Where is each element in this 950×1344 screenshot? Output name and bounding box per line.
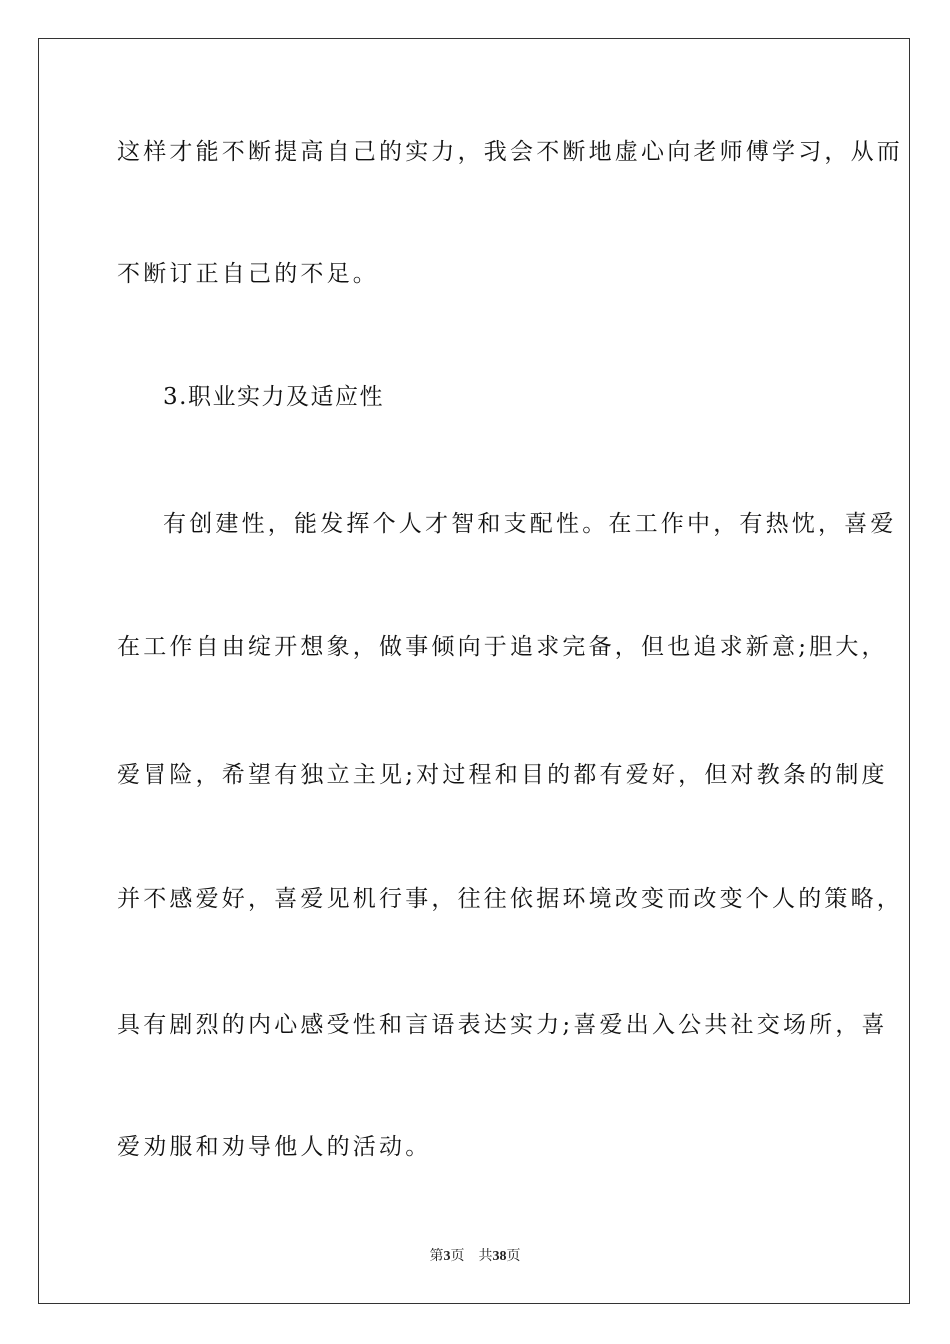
body-line-2: 不断订正自己的不足。 (117, 261, 379, 287)
body-line-1: 这样才能不断提高自己的实力，我会不断地虚心向老师傅学习，从而 (117, 139, 903, 165)
section-heading: 3.职业实力及适应性 (163, 384, 384, 410)
body-line-5: 爱冒险，希望有独立主见;对过程和目的都有爱好，但对教条的制度 (117, 762, 888, 788)
total-suffix: 页 (506, 1249, 521, 1264)
page-prefix: 第 (429, 1249, 444, 1264)
page-suffix: 页 (450, 1249, 465, 1264)
page-number: 3 (443, 1249, 451, 1264)
body-line-6: 并不感爱好，喜爱见机行事，往往依据环境改变而改变个人的策略， (117, 886, 903, 912)
body-line-8: 爱劝服和劝导他人的活动。 (117, 1134, 432, 1160)
total-prefix: 共 (478, 1249, 493, 1264)
body-line-3: 有创建性，能发挥个人才智和支配性。在工作中，有热忱，喜爱 (163, 511, 897, 537)
page-border (38, 38, 910, 1304)
body-line-4: 在工作自由绽开想象，做事倾向于追求完备，但也追求新意;胆大， (117, 634, 888, 660)
total-pages: 38 (492, 1249, 507, 1264)
body-line-7: 具有剧烈的内心感受性和言语表达实力;喜爱出入公共社交场所，喜 (117, 1012, 888, 1038)
page-footer (0, 1248, 950, 1266)
